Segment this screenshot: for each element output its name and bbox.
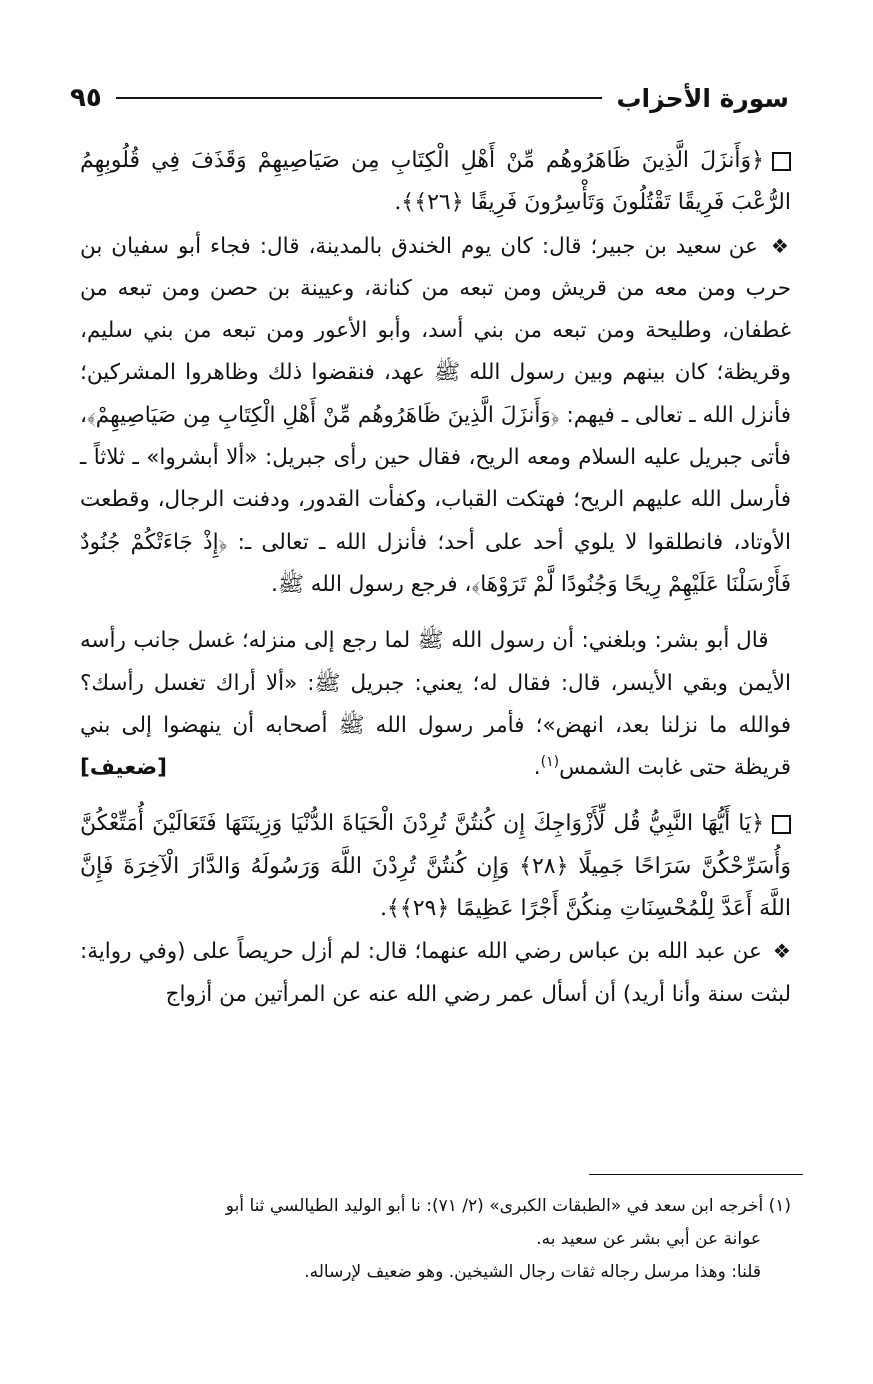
verse-block-2	[80, 803, 791, 930]
sentence-end: .	[533, 755, 541, 781]
narration-text: قال أبو بشر: وبلغني: أن رسول الله ﷺ لما رجع إلى منزله؛ غسل جانب رأسه الأيمن وبقي الأيسر، قال: فقال له؛ يعني: جبريل ﷺ: «ألا أراك تغسل رأسك؟ فوالله ما نزلنا بعد، انهض»؛ فأمر رسول الله ﷺ أصحابه أن ينهضوا إلى بني قريظة حتى غابت الشمس	[80, 628, 791, 781]
verse-block-1	[80, 140, 791, 225]
narration-text: عن عبد الله بن عباس رضي الله عنهما؛ قال: لم أزل حريصاً على (وفي رواية: لبثت سنة وأنا أريد) أن أسأل عمر رضي الله عنه عن المرأتين من أزواج	[80, 939, 791, 1007]
footnote-line: قلنا: وهذا مرسل رجاله ثقات رجال الشيخين. وهو ضعيف لإرساله.	[304, 1262, 761, 1282]
footnote-line: (١) أخرجه ابن سعد في «الطبقات الكبرى» (٢/ ٧١): نا أبو الوليد الطيالسي ثنا أبو	[225, 1196, 791, 1216]
square-bullet-icon	[772, 815, 791, 834]
page-number: ٩٥	[70, 83, 102, 113]
diamond-bullet-icon: ❖	[772, 939, 791, 964]
diamond-bullet-icon: ❖	[770, 233, 791, 258]
footnote-line: عوانة عن أبي بشر عن سعيد به.	[536, 1229, 761, 1249]
narration-paragraph	[80, 930, 791, 1016]
footnotes	[82, 1190, 791, 1289]
footnote-reference: (١)	[540, 754, 560, 770]
narration-paragraph	[80, 620, 791, 789]
quran-verse: ﴿وَأَنزَلَ الَّذِينَ ظَاهَرُوهُم مِّنْ أَهْلِ الْكِتَابِ مِن صَيَاصِيهِمْ وَقَذَفَ فِي قُلُوبِهِمُ الرُّعْبَ فَرِيقًا تَقْتُلُونَ وَتَأْسِرُونَ فَرِيقًا ﴿٢٦﴾﴾.	[80, 148, 791, 216]
narration-text: عن سعيد بن جبير؛ قال: كان يوم الخندق بالمدينة، قال: فجاء أبو سفيان بن حرب ومن معه من قريش ومن تبعه من كنانة، وعيينة بن حصن ومن تبعه من غطفان، وطليحة ومن تبعه من بني أسد، وأبو الأعور ومن تبعه من بني سليم، وقريظة؛ كان بينهم وبين رسول الله ﷺ عهد، فنقضوا ذلك وظاهروا المشركين؛ فأنزل الله ـ تعالى ـ فيهم: ﴿وَأَنزَلَ الَّذِينَ ظَاهَرُوهُم مِّنْ أَهْلِ الْكِتَابِ مِن صَيَاصِيهِمْ﴾، فأتى جبريل عليه السلام ومعه الريح، فقال حين رأى جبريل: «ألا أبشروا» ـ ثلاثاً ـ فأرسل الله عليهم الريح؛ فهتكت القباب، وكفأت القدور، ودفنت الرجال، وقطعت الأوتاد، فانطلقوا لا يلوي أحد على أحد؛ فأنزل الله ـ تعالى ـ: ﴿إِذْ جَاءَتْكُمْ جُنُودٌ فَأَرْسَلْنَا عَلَيْهِمْ رِيحًا وَجُنُودًا لَّمْ تَرَوْهَا﴾، فرجع رسول الله ﷺ.	[80, 233, 791, 597]
surah-title: سورة الأحزاب	[616, 83, 789, 113]
main-text	[80, 140, 791, 1016]
footnote-separator	[589, 1174, 803, 1175]
square-bullet-icon	[772, 152, 791, 171]
page-header	[70, 78, 789, 118]
quran-verse: ﴿يَا أَيُّهَا النَّبِيُّ قُل لِّأَزْوَاجِكَ إِن كُنتُنَّ تُرِدْنَ الْحَيَاةَ الدُّنْيَا وَزِينَتَهَا فَتَعَالَيْنَ أُمَتِّعْكُنَّ وَأُسَرِّحْكُنَّ سَرَاحًا جَمِيلًا ﴿٢٨﴾ وَإِن كُنتُنَّ تُرِدْنَ اللَّهَ وَرَسُولَهُ وَالدَّارَ الْآخِرَةَ فَإِنَّ اللَّهَ أَعَدَّ لِلْمُحْسِنَاتِ مِنكُنَّ أَجْرًا عَظِيمًا ﴿٢٩﴾﴾.	[80, 811, 792, 922]
hadith-grade: [ضعيف]	[80, 755, 167, 781]
header-rule	[116, 97, 603, 99]
narration-paragraph	[80, 225, 791, 607]
